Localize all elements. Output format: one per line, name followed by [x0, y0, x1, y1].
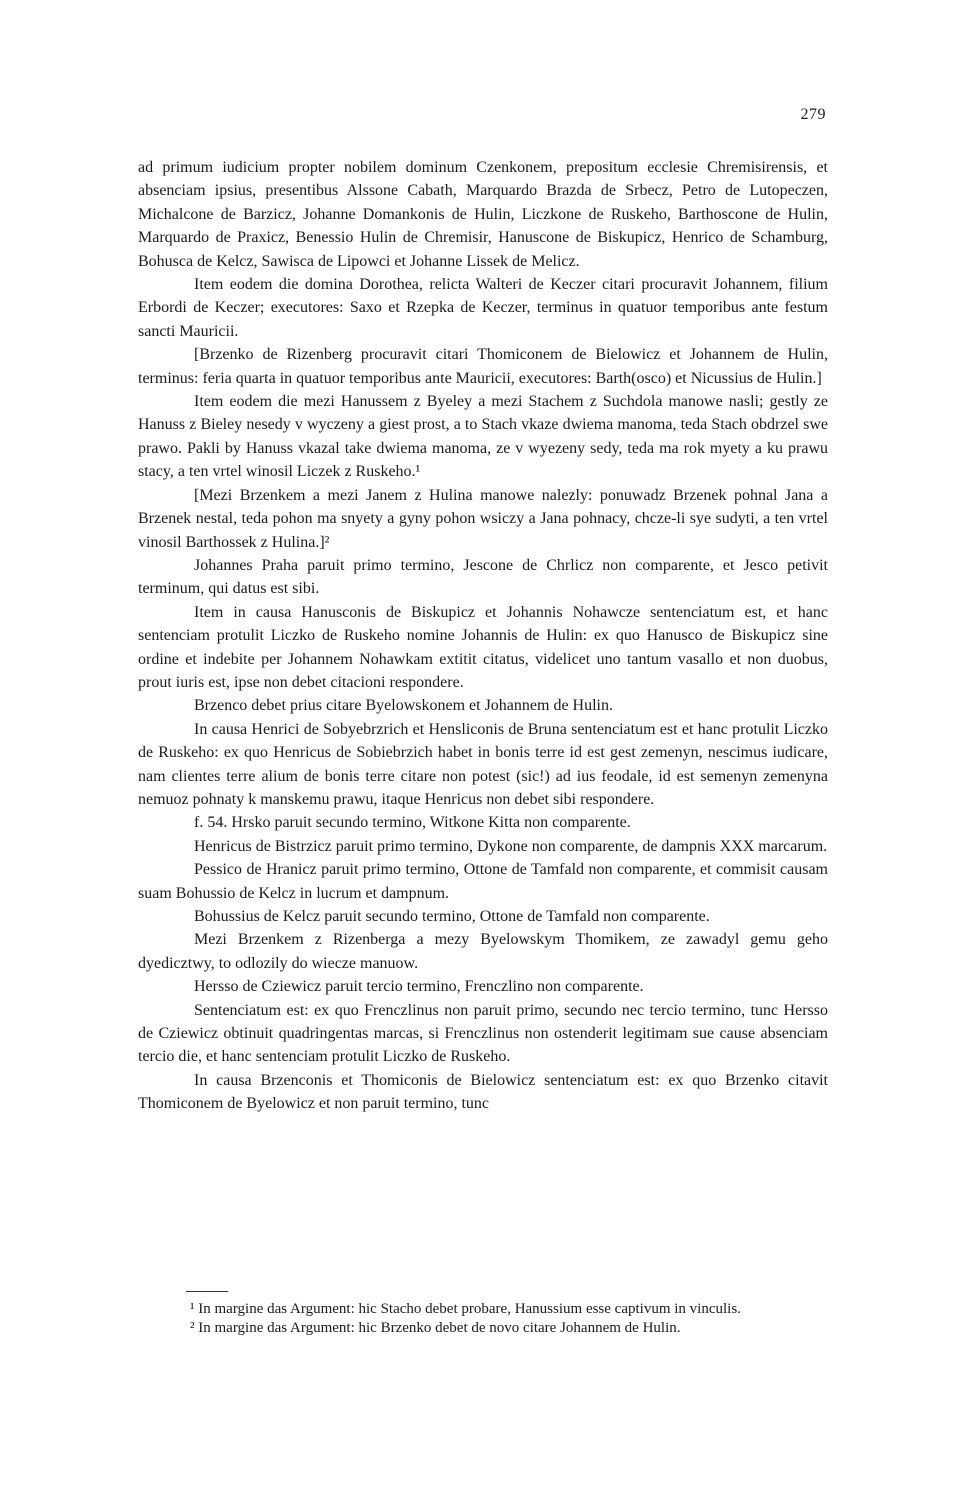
paragraph-14: Mezi Brzenkem z Rizenberga a mezy Byelowskym Thomikem, ze zawadyl gemu geho dyedicztwy, to odlozily do wiecze manuow.	[138, 931, 828, 972]
paragraph-1: ad primum iudicium propter nobilem dominum Czenkonem, prepositum ecclesie Chremisirensis, et absenciam ipsius, presentibus Alssone Cabath, Marquardo Brazda de Srbecz, Petro de Lutopeczen, Michalcone de Barzicz, Johanne Domankonis de Hulin, Liczkone de Ruskeho, Barthoscone de Hulin, Marquardo de Praxicz, Benessio Hulin de Chremisir, Hanuscone de Biskupicz, Henrico de Schamburg, Bohusca de Kelcz, Sawisca de Lipowci et Johanne Lissek de Melicz.	[138, 159, 828, 270]
paragraph-8: Brzenco debet prius citare Byelowskonem et Johannem de Hulin.	[194, 697, 613, 715]
paragraph-6: Johannes Praha paruit primo termino, Jescone de Chrlicz non comparente, et Jesco petivit terminum, qui datus est sibi.	[138, 556, 828, 598]
footnotes	[138, 1300, 828, 1338]
paragraph-4: Item eodem die mezi Hanussem z Byeley a mezi Stachem z Suchdola manowe nasli; gestly ze Hanuss z Bieley nesedy v wyczeny a giest prost, a to Stach vkaze dwiema manoma, teda Stach obdrzel swe prawo. Pakli by Hanuss vkazal take dwiema manoma, ze v wyezeny sedy, teda ma rok myety a ku prawu stacy, a ten vrtel winosil Liczek z Ruskeho.¹	[138, 393, 828, 481]
paragraph-9: In causa Henrici de Sobyebrzrich et Hensliconis de Bruna sentenciatum est et hanc protulit Liczko de Ruskeho: ex quo Henricus de Sobiebrzich habet in bonis terre id est gest zemenyn, nescimus iudicare, nam clientes terre alium de bonis terre citare non potest (sic!) ad ius feodale, id est semenyn zemenyna nemuoz pohnaty k manskemu prawu, itaque Henricus non debet sibi respondere.	[138, 720, 828, 808]
paragraph-16: Sentenciatum est: ex quo Frenczlinus non paruit primo, secundo nec tercio termino, tunc Hersso de Cziewicz obtinuit quadringentas marcas, si Frenczlinus non ostenderit legitimam sue cause absenciam tercio die, et hanc sentenciam protulit Liczko de Ruskeho.	[138, 1001, 828, 1066]
paragraph-7: Item in causa Hanusconis de Biskupicz et Johannis Nohawcze sentenciatum est, et hanc sentenciam protulit Liczko de Ruskeho nomine Johannis de Hulin: ex quo Hanusco de Biskupicz sine ordine et indebite per Johannem Nohawkam extitit citatus, videlicet uno tantum vasallo et non duobus, prout iuris est, ipse non debet citacioni respondere.	[138, 603, 828, 691]
paragraph-11: Henricus de Bistrzicz paruit primo termino, Dykone non comparente, de dampnis XXX marcarum.	[194, 837, 828, 855]
page-number: 279	[800, 106, 826, 123]
footnote-2: ² In margine das Argument: hic Brzenko debet de novo citare Johannem de Hulin.	[190, 1320, 681, 1336]
paragraph-15: Hersso de Cziewicz paruit tercio termino, Frenczlino non comparente.	[194, 978, 644, 996]
paragraph-17: In causa Brzenconis et Thomiconis de Bielowicz sentenciatum est: ex quo Brzenko citavit Thomiconem de Byelowicz et non paruit termino, tunc	[138, 1071, 828, 1113]
footnote-1: ¹ In margine das Argument: hic Stacho debet probare, Hanussium esse captivum in vinculis.	[190, 1301, 741, 1317]
paragraph-2: Item eodem die domina Dorothea, relicta Walteri de Keczer citari procuravit Johannem, filium Erbordi de Keczer; executores: Saxo et Rzepka de Keczer, terminus in quatuor temporibus ante festum sancti Mauricii.	[138, 276, 828, 340]
paragraph-10: f. 54. Hrsko paruit secundo termino, Witkone Kitta non comparente.	[194, 814, 631, 832]
body-text	[138, 156, 828, 1116]
footnote-separator	[186, 1291, 228, 1292]
paragraph-12: Pessico de Hranicz paruit primo termino, Ottone de Tamfald non comparente, et commisit causam suam Bohussio de Kelcz in lucrum et dampnum.	[138, 861, 828, 902]
paragraph-3: [Brzenko de Rizenberg procuravit citari Thomiconem de Bielowicz et Johannem de Hulin, terminus: feria quarta in quatuor temporibus ante Mauricii, executores: Barth(osco) et Nicussius de Hulin.]	[138, 346, 828, 387]
paragraph-5: [Mezi Brzenkem a mezi Janem z Hulina manowe nalezly: ponuwadz Brzenek pohnal Jana a Brzenek nestal, teda pohon ma snyety a gyny pohon wsiczy a Jana pohnacy, chcze-li sye sudyti, a ten vrtel vinosil Barthossek z Hulina.]²	[138, 486, 828, 551]
paragraph-13: Bohussius de Kelcz paruit secundo termino, Ottone de Tamfald non comparente.	[194, 908, 710, 925]
